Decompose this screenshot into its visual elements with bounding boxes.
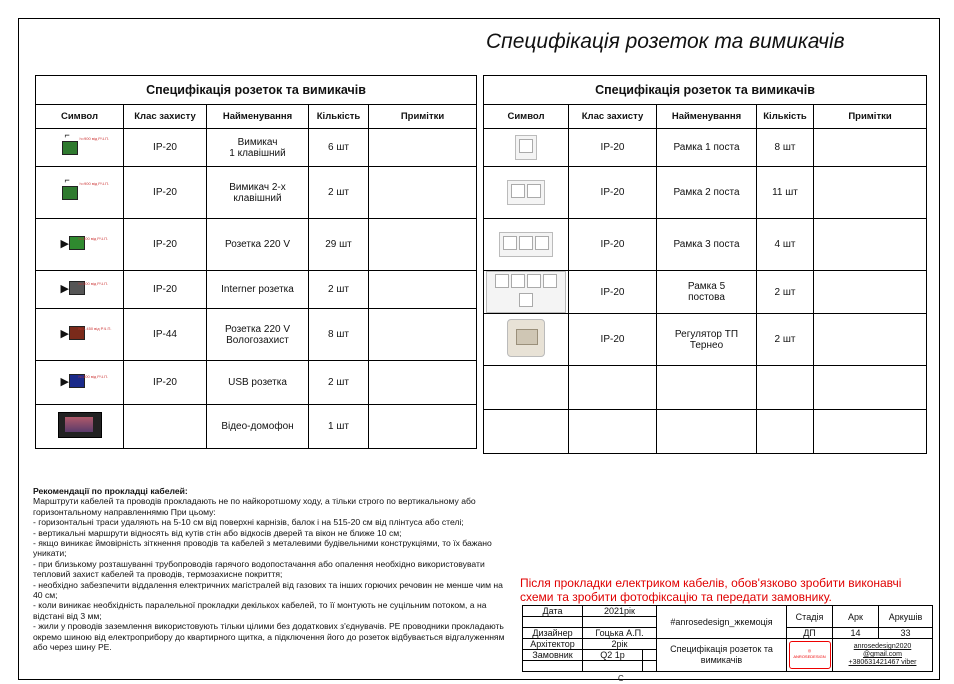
symbol-cell bbox=[36, 361, 124, 405]
protection-cell: IP-20 bbox=[569, 219, 657, 271]
symbol-note: h=300 від Р.Ч.П. bbox=[78, 374, 109, 379]
recommendation-line: - необхідно забезпечити віддалення електричних магістралей від газових та інших горючих речовин не менше чим на 40 см; bbox=[33, 579, 503, 601]
notes-cell bbox=[369, 405, 477, 449]
protection-cell: IP-20 bbox=[569, 271, 657, 314]
left-spec-table bbox=[35, 75, 477, 449]
table-row bbox=[36, 167, 477, 219]
stage-label: Стадія bbox=[787, 606, 833, 628]
thermostat-icon bbox=[507, 319, 545, 357]
symbol-note: h=300 від Р.Ч.П. bbox=[78, 236, 109, 241]
qty-cell: 2 шт bbox=[309, 361, 369, 405]
symbol-cell bbox=[36, 167, 124, 219]
notes-cell bbox=[814, 219, 927, 271]
sheet-value: 14 bbox=[833, 628, 879, 639]
sheet-title: Специфікація розеток та вимикачів bbox=[657, 639, 787, 672]
table-row bbox=[484, 314, 927, 366]
table-row bbox=[36, 219, 477, 271]
col-name: Найменування bbox=[207, 105, 309, 129]
symbol-cell bbox=[484, 271, 569, 314]
qty-cell bbox=[757, 366, 814, 410]
recommendation-line: Марштрути кабелей та проводів прокладають не по найкоротшому ходу, а тільки строго по вертикальному або горизонтальному направленнямю При цьому: bbox=[33, 496, 476, 517]
symbol-cell bbox=[484, 219, 569, 271]
qty-cell: 2 шт bbox=[757, 314, 814, 366]
notes-cell bbox=[369, 129, 477, 167]
socket-icon: ▶ h=300 від Р.Ч.П. bbox=[60, 236, 109, 250]
col-notes: Примітки bbox=[369, 105, 477, 129]
col-qty: Кількість bbox=[309, 105, 369, 129]
right-spec-table bbox=[483, 75, 927, 454]
frame-1-icon bbox=[515, 135, 537, 160]
internet-socket-icon: ▶ h=300 від Р.Ч.П. bbox=[60, 281, 109, 295]
protection-cell: IP-20 bbox=[569, 167, 657, 219]
symbol-note: h=900 від Р.Ч.П. bbox=[79, 181, 110, 186]
video-intercom-icon bbox=[58, 412, 102, 438]
frame-3-icon bbox=[499, 232, 553, 257]
designer-value: Гоцька А.П. bbox=[583, 628, 657, 639]
notes-cell bbox=[814, 167, 927, 219]
protection-cell: IP-20 bbox=[569, 314, 657, 366]
stage-value: ДП bbox=[787, 628, 833, 639]
symbol-note: h=1.450 від Р.Ч.П. bbox=[78, 326, 112, 331]
sheet-label: Арк bbox=[833, 606, 879, 628]
notes-cell bbox=[814, 410, 927, 454]
table-row bbox=[484, 219, 927, 271]
recommendation-line: - при близькому розташуванні трубопроводів гарячого водопостачання або опалення необхідно використовувати тепловий захист кабелей та проводів, термозахисне покриття; bbox=[33, 558, 485, 580]
qty-cell: 2 шт bbox=[757, 271, 814, 314]
sheets-label: Аркушів bbox=[879, 606, 933, 628]
symbol-cell bbox=[36, 219, 124, 271]
symbol-note: h=300 від Р.Ч.П. bbox=[78, 281, 109, 286]
name-cell: Відео-домофон bbox=[207, 405, 309, 449]
frame-5-icon bbox=[486, 271, 566, 313]
date-label: Дата bbox=[523, 606, 583, 617]
symbol-cell bbox=[484, 314, 569, 366]
left-table-caption: Специфікація розеток та вимикачів bbox=[36, 76, 477, 105]
notes-cell bbox=[814, 366, 927, 410]
col-name: Найменування bbox=[657, 105, 757, 129]
title-block bbox=[522, 605, 933, 672]
table-row bbox=[484, 366, 927, 410]
table-row bbox=[484, 129, 927, 167]
red-note: Після прокладки електриком кабелів, обов'язково зробити виконавчі схеми та зробити фотофіксацію та передати замовнику. bbox=[520, 576, 902, 604]
project-tag: #anrosedesign_жкемоція bbox=[657, 606, 787, 639]
usb-socket-icon: ▶ h=300 від Р.Ч.П. bbox=[60, 374, 109, 388]
table-row bbox=[36, 309, 477, 361]
recommendation-line: - горизонтальні траси удаляють на 5-10 см від поверхні карнізів, балок і на 515-20 см від плінтуса або стелі; bbox=[33, 517, 464, 528]
col-notes: Примітки bbox=[814, 105, 927, 129]
symbol-cell bbox=[36, 405, 124, 449]
name-cell: Рамка 1 поста bbox=[657, 129, 757, 167]
notes-cell bbox=[369, 167, 477, 219]
notes-cell bbox=[814, 129, 927, 167]
date-value: 2021рік bbox=[583, 606, 657, 617]
col-symbol: Символ bbox=[36, 105, 124, 129]
notes-cell bbox=[814, 314, 927, 366]
name-cell: USB розетка bbox=[207, 361, 309, 405]
protection-cell: IP-44 bbox=[124, 309, 207, 361]
name-cell bbox=[657, 366, 757, 410]
recommendation-line: - коли виникає необхідність паралельної прокладки декількох кабелей, то її монтують не суцільним потоком, а на відстані від 3 мм; bbox=[33, 600, 487, 621]
table-row bbox=[484, 167, 927, 219]
footer-mark: C bbox=[618, 674, 624, 683]
customer-value: Q2 1р bbox=[583, 650, 643, 661]
customer-label: Замовник bbox=[523, 650, 583, 661]
symbol-cell bbox=[36, 129, 124, 167]
qty-cell: 8 шт bbox=[757, 129, 814, 167]
col-qty: Кількість bbox=[757, 105, 814, 129]
protection-cell bbox=[569, 366, 657, 410]
recommendation-line: - вертикальні маршрути відносять від кутів стін або відкосів дверей та вікон не ближе 10 см; bbox=[33, 527, 402, 538]
col-protection: Клас захисту bbox=[124, 105, 207, 129]
notes-cell bbox=[369, 219, 477, 271]
qty-cell: 11 шт bbox=[757, 167, 814, 219]
protection-cell bbox=[124, 405, 207, 449]
qty-cell: 6 шт bbox=[309, 129, 369, 167]
protection-cell: IP-20 bbox=[124, 167, 207, 219]
symbol-cell bbox=[36, 271, 124, 309]
qty-cell: 29 шт bbox=[309, 219, 369, 271]
switch-icon: ⌐ h=900 від Р.Ч.П. bbox=[62, 135, 98, 157]
symbol-cell bbox=[36, 309, 124, 361]
switch-icon: ⌐ h=900 від Р.Ч.П. bbox=[62, 180, 98, 202]
notes-cell bbox=[369, 361, 477, 405]
right-table-caption: Специфікація розеток та вимикачів bbox=[484, 76, 927, 105]
name-cell bbox=[657, 410, 757, 454]
frame-2-icon bbox=[507, 180, 545, 205]
recommendation-line: - якщо виникає ймовірність зіткнення проводів та кабелей з металевими будівельними конструкціями, то їх бажано уникати; bbox=[33, 538, 492, 559]
protection-cell: IP-20 bbox=[124, 271, 207, 309]
table-row bbox=[36, 361, 477, 405]
protection-cell: IP-20 bbox=[124, 129, 207, 167]
notes-cell bbox=[814, 271, 927, 314]
logo-cell bbox=[787, 639, 833, 672]
architect-label: Архітектор bbox=[523, 639, 583, 650]
name-cell: Рамка 2 поста bbox=[657, 167, 757, 219]
name-cell: Розетка 220 V Вологозахист bbox=[207, 309, 309, 361]
qty-cell: 1 шт bbox=[309, 405, 369, 449]
qty-cell: 4 шт bbox=[757, 219, 814, 271]
name-cell: Регулятор ТП Тернео bbox=[657, 314, 757, 366]
qty-cell: 2 шт bbox=[309, 271, 369, 309]
page-title: Специфікація розеток та вимикачів bbox=[486, 30, 845, 53]
symbol-note: h=900 від Р.Ч.П. bbox=[79, 136, 110, 141]
table-row bbox=[36, 271, 477, 309]
symbol-cell bbox=[484, 167, 569, 219]
anrose-logo-icon: ◎ ANROSEDESIGN bbox=[789, 641, 831, 669]
col-symbol: Символ bbox=[484, 105, 569, 129]
table-row bbox=[484, 410, 927, 454]
waterproof-socket-icon: ▶ h=1.450 від Р.Ч.П. bbox=[60, 326, 112, 340]
symbol-cell bbox=[484, 129, 569, 167]
name-cell: Interner розетка bbox=[207, 271, 309, 309]
architect-value: 2рік bbox=[583, 639, 657, 650]
qty-cell: 8 шт bbox=[309, 309, 369, 361]
symbol-cell bbox=[484, 410, 569, 454]
protection-cell bbox=[569, 410, 657, 454]
contacts: anrosedesign2020 @gmail.com +380631421467 viber bbox=[833, 639, 933, 672]
qty-cell bbox=[757, 410, 814, 454]
symbol-cell bbox=[484, 366, 569, 410]
recommendation-line: - жили у проводів заземлення використовують тільки цілими без додаткових з'єднувачів. РЕ проводники прокладають окремо шиною від електроприбору до квартирного щитка, а підключення його до розеток відбувається відгалуженням або через шину РЕ. bbox=[33, 621, 505, 653]
name-cell: Рамка 3 поста bbox=[657, 219, 757, 271]
name-cell: Вимикач 2-х клавішний bbox=[207, 167, 309, 219]
protection-cell: IP-20 bbox=[569, 129, 657, 167]
protection-cell: IP-20 bbox=[124, 361, 207, 405]
recommendations-title: Рекомендації по прокладці кабелей: bbox=[33, 486, 188, 496]
qty-cell: 2 шт bbox=[309, 167, 369, 219]
col-protection: Клас захисту bbox=[569, 105, 657, 129]
protection-cell: IP-20 bbox=[124, 219, 207, 271]
name-cell: Рамка 5 постова bbox=[657, 271, 757, 314]
notes-cell bbox=[369, 309, 477, 361]
designer-label: Дизайнер bbox=[523, 628, 583, 639]
name-cell: Вимикач 1 клавішний bbox=[207, 129, 309, 167]
name-cell: Розетка 220 V bbox=[207, 219, 309, 271]
notes-cell bbox=[369, 271, 477, 309]
table-row bbox=[484, 271, 927, 314]
table-row bbox=[36, 405, 477, 449]
table-row bbox=[36, 129, 477, 167]
cable-recommendations bbox=[33, 486, 509, 653]
sheets-value: 33 bbox=[879, 628, 933, 639]
